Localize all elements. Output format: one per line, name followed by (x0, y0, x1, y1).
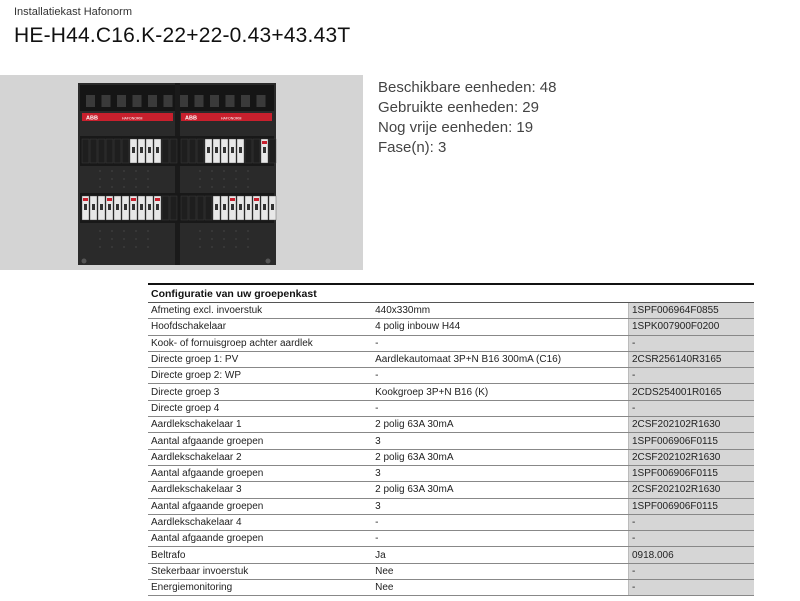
breaker-indicator (254, 198, 259, 201)
breaker-toggle (116, 204, 119, 210)
breaker-toggle (156, 147, 159, 153)
terminal-block (226, 95, 235, 107)
panel-perforation (199, 246, 201, 248)
panel-perforation (199, 238, 201, 240)
terminal-block (210, 95, 219, 107)
breaker-toggle (263, 204, 266, 210)
row-article-number: 2CSF202102R1630 (628, 482, 754, 498)
panel-perforation (147, 246, 149, 248)
panel-perforation (123, 178, 125, 180)
row-article-number: - (628, 335, 754, 351)
breaker-toggle (239, 204, 242, 210)
breaker-toggle (124, 204, 127, 210)
panel-perforation (147, 186, 149, 188)
panel-perforation (199, 178, 201, 180)
row-article-number: 1SPK007900F0200 (628, 319, 754, 335)
panel-perforation (223, 230, 225, 232)
panel-perforation (123, 230, 125, 232)
panel-perforation (135, 170, 137, 172)
row-value: - (372, 514, 628, 530)
terminal-block (195, 95, 204, 107)
breaker-toggle (271, 204, 274, 210)
table-row (148, 498, 754, 514)
panel-perforation (123, 170, 125, 172)
panel-perforation (123, 238, 125, 240)
row-label: Kook- of fornuisgroep achter aardlek (148, 335, 372, 351)
row-value: 3 (372, 498, 628, 514)
table-row (148, 482, 754, 498)
row-value: Aardlekautomaat 3P+N B16 300mA (C16) (372, 351, 628, 367)
table-row (148, 384, 754, 400)
panel-perforation (111, 178, 113, 180)
breaker-indicator (131, 198, 136, 201)
panel-perforation (99, 246, 101, 248)
row-article-number: - (628, 368, 754, 384)
table-row (148, 433, 754, 449)
row-value: Nee (372, 580, 628, 596)
terminal-block (148, 95, 157, 107)
panel-perforation (235, 246, 237, 248)
mounting-screw (82, 259, 87, 264)
breaker-toggle (231, 204, 234, 210)
mounting-screw (266, 259, 271, 264)
panel-perforation (99, 230, 101, 232)
row-label: Energiemonitoring (148, 580, 372, 596)
table-row (148, 449, 754, 465)
panel-perforation (199, 230, 201, 232)
row-value: - (372, 335, 628, 351)
row-value: Kookgroep 3P+N B16 (K) (372, 384, 628, 400)
row-article-number: 1SPF006906F0115 (628, 465, 754, 481)
row-article-number: 2CSR256140R3165 (628, 351, 754, 367)
panel-perforation (247, 170, 249, 172)
breaker-indicator (83, 198, 88, 201)
table-row (148, 417, 754, 433)
row-article-number: 2CDS254001R0165 (628, 384, 754, 400)
terminal-block (117, 95, 126, 107)
panel-perforation (99, 178, 101, 180)
page-title: HE-H44.C16.K-22+22-0.43+43.43T (14, 24, 351, 47)
row-article-number: 0918.006 (628, 547, 754, 563)
row-label: Aantal afgaande groepen (148, 531, 372, 547)
used-units: Gebruikte eenheden: 29 (378, 99, 539, 116)
panel-perforation (111, 170, 113, 172)
panel-perforation (223, 186, 225, 188)
blank-module (205, 196, 212, 220)
table-row (148, 351, 754, 367)
blank-module (122, 139, 129, 163)
model-logo: HAFONORM (122, 116, 143, 121)
terminal-block (257, 95, 266, 107)
breaker-indicator (155, 198, 160, 201)
available-units: Beschikbare eenheden: 48 (378, 79, 557, 96)
row-label: Aardlekschakelaar 3 (148, 482, 372, 498)
row-value: - (372, 368, 628, 384)
breaker-toggle (132, 204, 135, 210)
breaker-toggle (84, 204, 87, 210)
row-label: Aardlekschakelaar 2 (148, 449, 372, 465)
row-value: - (372, 400, 628, 416)
table-row (148, 368, 754, 384)
breaker-toggle (215, 147, 218, 153)
panel-perforation (199, 186, 201, 188)
panel-perforation (235, 230, 237, 232)
panel-perforation (247, 246, 249, 248)
terminal-block (241, 95, 250, 107)
breaker-toggle (140, 204, 143, 210)
configuration-table-title: Configuratie van uw groepenkast (148, 283, 754, 303)
center-divider (175, 83, 180, 265)
distribution-board-image (0, 75, 363, 270)
row-article-number: 1SPF006964F0855 (628, 303, 754, 319)
free-units: Nog vrije eenheden: 19 (378, 119, 534, 136)
panel-perforation (99, 170, 101, 172)
breaker-toggle (255, 204, 258, 210)
panel-perforation (99, 238, 101, 240)
panel-perforation (223, 246, 225, 248)
row-article-number: - (628, 531, 754, 547)
row-article-number: - (628, 514, 754, 530)
blank-module (253, 139, 260, 163)
terminal-block (179, 95, 188, 107)
panel-perforation (247, 178, 249, 180)
blank-module (269, 139, 276, 163)
table-row (148, 400, 754, 416)
row-article-number: - (628, 563, 754, 579)
breaker-toggle (231, 147, 234, 153)
breaker-toggle (247, 204, 250, 210)
phases: Fase(n): 3 (378, 139, 447, 156)
table-row (148, 531, 754, 547)
row-label: Beltrafo (148, 547, 372, 563)
table-row (148, 319, 754, 335)
panel-perforation (211, 170, 213, 172)
panel-perforation (223, 178, 225, 180)
row-value: 3 (372, 433, 628, 449)
table-row (148, 303, 754, 319)
summary-panel (378, 78, 556, 158)
panel-perforation (123, 246, 125, 248)
panel-perforation (223, 238, 225, 240)
panel-perforation (223, 170, 225, 172)
blank-module (162, 196, 169, 220)
blank-module (106, 139, 113, 163)
panel-perforation (135, 238, 137, 240)
row-article-number: - (628, 400, 754, 416)
row-article-number: - (628, 580, 754, 596)
row-label: Directe groep 2: WP (148, 368, 372, 384)
panel-perforation (211, 238, 213, 240)
blank-module (245, 139, 252, 163)
row-label: Aantal afgaande groepen (148, 498, 372, 514)
breaker-toggle (239, 147, 242, 153)
row-label: Directe groep 4 (148, 400, 372, 416)
table-row (148, 335, 754, 351)
panel-perforation (123, 186, 125, 188)
panel-perforation (235, 178, 237, 180)
breaker-toggle (215, 204, 218, 210)
blank-module (170, 139, 177, 163)
table-row (148, 580, 754, 596)
row-value: - (372, 531, 628, 547)
panel-perforation (147, 230, 149, 232)
breadcrumb[interactable]: Installatiekast Hafonorm (14, 6, 132, 18)
terminal-block (86, 95, 95, 107)
breaker-toggle (148, 147, 151, 153)
row-label: Aantal afgaande groepen (148, 433, 372, 449)
row-label: Directe groep 1: PV (148, 351, 372, 367)
configuration-table (148, 283, 754, 596)
breaker-toggle (148, 204, 151, 210)
row-label: Directe groep 3 (148, 384, 372, 400)
breaker-toggle (263, 147, 266, 153)
blank-module (170, 196, 177, 220)
breaker-toggle (223, 147, 226, 153)
panel-perforation (135, 246, 137, 248)
table-row (148, 563, 754, 579)
row-value: Ja (372, 547, 628, 563)
row-value: 2 polig 63A 30mA (372, 482, 628, 498)
table-row (148, 465, 754, 481)
breaker-toggle (132, 147, 135, 153)
blank-module (98, 139, 105, 163)
breaker-toggle (108, 204, 111, 210)
breaker-indicator (262, 141, 267, 144)
row-article-number: 2CSF202102R1630 (628, 449, 754, 465)
row-label: Aardlekschakelaar 1 (148, 417, 372, 433)
brand-logo: ABB (185, 115, 197, 122)
row-label: Hoofdschakelaar (148, 319, 372, 335)
breaker-indicator (230, 198, 235, 201)
panel-perforation (147, 238, 149, 240)
panel-perforation (111, 238, 113, 240)
breaker-toggle (207, 147, 210, 153)
row-value: 440x330mm (372, 303, 628, 319)
breaker-toggle (223, 204, 226, 210)
breaker-toggle (156, 204, 159, 210)
row-value: 2 polig 63A 30mA (372, 417, 628, 433)
panel-perforation (135, 186, 137, 188)
row-label: Stekerbaar invoerstuk (148, 563, 372, 579)
row-label: Aantal afgaande groepen (148, 465, 372, 481)
panel-perforation (99, 186, 101, 188)
panel-perforation (111, 230, 113, 232)
breaker-indicator (107, 198, 112, 201)
blank-module (162, 139, 169, 163)
panel-perforation (211, 246, 213, 248)
terminal-block (133, 95, 142, 107)
blank-module (181, 139, 188, 163)
row-value: 2 polig 63A 30mA (372, 449, 628, 465)
blank-module (189, 139, 196, 163)
row-article-number: 1SPF006906F0115 (628, 433, 754, 449)
blank-module (181, 196, 188, 220)
panel-perforation (211, 178, 213, 180)
panel-perforation (235, 186, 237, 188)
panel-perforation (147, 178, 149, 180)
blank-module (90, 139, 97, 163)
breaker-toggle (100, 204, 103, 210)
breaker-toggle (92, 204, 95, 210)
blank-module (82, 139, 89, 163)
panel-perforation (247, 238, 249, 240)
table-row (148, 547, 754, 563)
panel-perforation (135, 230, 137, 232)
row-article-number: 2CSF202102R1630 (628, 417, 754, 433)
row-label: Afmeting excl. invoerstuk (148, 303, 372, 319)
panel-perforation (235, 170, 237, 172)
panel-perforation (111, 246, 113, 248)
row-label: Aardlekschakelaar 4 (148, 514, 372, 530)
model-logo: HAFONORM (221, 116, 242, 121)
panel-perforation (211, 230, 213, 232)
blank-module (114, 139, 121, 163)
panel-perforation (235, 238, 237, 240)
panel-perforation (147, 170, 149, 172)
panel-perforation (247, 186, 249, 188)
breaker-toggle (140, 147, 143, 153)
row-value: 3 (372, 465, 628, 481)
panel-perforation (135, 178, 137, 180)
terminal-block (102, 95, 111, 107)
product-image (0, 75, 363, 270)
panel-perforation (199, 170, 201, 172)
panel-perforation (211, 186, 213, 188)
blank-module (197, 139, 204, 163)
blank-module (197, 196, 204, 220)
row-value: Nee (372, 563, 628, 579)
terminal-block (164, 95, 173, 107)
row-value: 4 polig inbouw H44 (372, 319, 628, 335)
row-article-number: 1SPF006906F0115 (628, 498, 754, 514)
blank-module (189, 196, 196, 220)
panel-perforation (247, 230, 249, 232)
panel-perforation (111, 186, 113, 188)
table-row (148, 514, 754, 530)
brand-logo: ABB (86, 115, 98, 122)
